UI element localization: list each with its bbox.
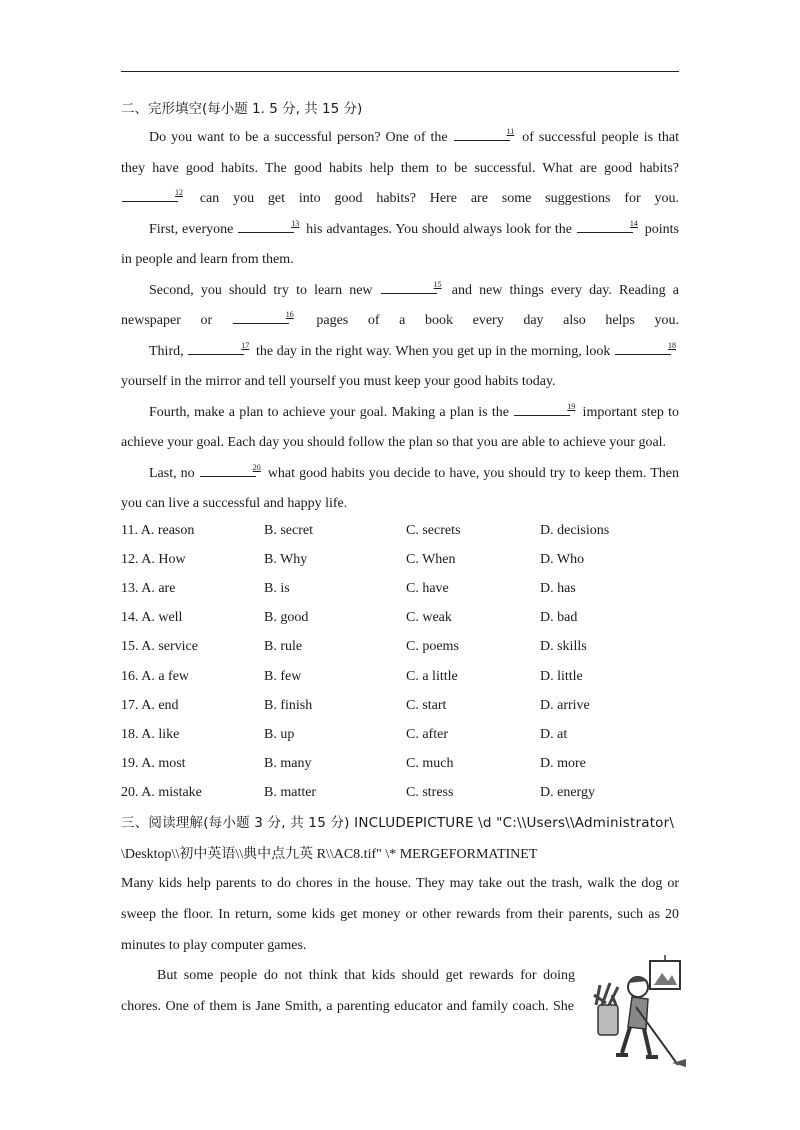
section3-heading-line2: \Desktop\\初中英语\\典中点九英 R\\AC8.tif" \* MERGEFORMATINET	[121, 847, 538, 862]
option-choice: 15. A. service	[121, 639, 198, 655]
option-choice: D. energy	[540, 784, 595, 800]
cloze-text: the day in the right way. When you get up in the morning, look	[252, 343, 614, 359]
option-choice: B. secret	[264, 523, 313, 538]
cloze-text: they have good habits. The good habits help them to be successful. What are good habits?	[121, 160, 679, 176]
option-choice: 18. A. like	[121, 726, 180, 742]
cloze-text: in people and learn from them.	[121, 252, 294, 267]
cloze-text: you can live a successful and happy life.	[121, 496, 348, 511]
option-choice: 16. A. a few	[121, 668, 190, 684]
answer-blank	[615, 342, 671, 355]
answer-blank	[233, 311, 289, 324]
blank-number: 15	[433, 279, 442, 289]
cloze-text: newspaper or	[121, 313, 232, 328]
cloze-text: Do you want to be a successful person? One of the	[149, 130, 453, 145]
option-choice: D. bad	[540, 610, 578, 626]
option-choice: B. few	[264, 668, 302, 684]
option-choice: C. after	[406, 726, 448, 742]
cloze-line	[149, 275, 679, 306]
answer-blank	[454, 128, 510, 141]
top-rule	[121, 71, 679, 72]
option-choice: C. When	[406, 552, 456, 568]
option-choice: 20. A. mistake	[121, 784, 202, 800]
option-choice: B. up	[264, 726, 295, 742]
blank-number: 19	[567, 401, 576, 411]
cloze-text: Last, no	[149, 465, 199, 481]
option-choice: C. weak	[406, 610, 452, 626]
blank-number: 14	[629, 218, 638, 228]
answer-blank	[381, 281, 437, 294]
cloze-text: of successful people is that	[517, 130, 679, 145]
cloze-text: and new things every day. Reading a	[444, 282, 680, 298]
option-choice: D. more	[540, 755, 586, 771]
blank-number: 16	[285, 310, 294, 319]
answer-blank	[238, 220, 294, 233]
option-choice: B. is	[264, 581, 290, 597]
reading-line: chores. One of them is Jane Smith, a parenting educator and family coach. She	[121, 999, 574, 1014]
reading-line: minutes to play computer games.	[121, 938, 307, 953]
section3-heading-line1: 三、阅读理解(每小题 3 分, 共 15 分) INCLUDEPICTURE \d "C:\\Users\\Administrator\	[121, 815, 675, 831]
option-choice: 17. A. end	[121, 697, 179, 713]
sweeping-boy-illustration	[588, 955, 688, 1075]
cloze-text: pages of a book every day also helps you.	[296, 313, 679, 328]
cloze-text: his advantages. You should always look for the	[302, 221, 576, 237]
answer-blank	[514, 403, 570, 416]
section2-heading: 二、完形填空(每小题 1. 5 分, 共 15 分)	[121, 101, 363, 117]
cloze-text: achieve your goal. Each day you should follow the plan so that you are able to achieve your goal.	[121, 435, 667, 450]
option-choice: D. Who	[540, 552, 585, 568]
blank-number: 12	[175, 188, 183, 197]
cloze-line	[121, 153, 679, 184]
cloze-text: First, everyone	[149, 221, 238, 237]
cloze-line	[121, 427, 679, 458]
option-choice: C. secrets	[406, 523, 461, 538]
option-choice: C. start	[406, 697, 447, 713]
answer-blank	[122, 189, 178, 202]
blank-number: 17	[241, 340, 250, 350]
answer-blank	[188, 342, 244, 355]
blank-number: 18	[668, 340, 676, 350]
reading-line: But some people do not think that kids should get rewards for doing	[157, 968, 575, 983]
cloze-line	[121, 183, 679, 214]
option-choice: 13. A. are	[121, 581, 176, 597]
option-choice: C. have	[406, 581, 449, 597]
blank-number: 11	[506, 127, 515, 136]
option-choice: D. little	[540, 668, 583, 684]
option-choice: D. decisions	[540, 523, 610, 538]
answer-blank	[577, 220, 633, 233]
option-choice: D. at	[540, 726, 568, 742]
cloze-text: Third,	[149, 343, 188, 359]
cloze-text: what good habits you decide to have, you should try to keep them. Then	[263, 465, 679, 481]
reading-line: sweep the floor. In return, some kids get money or other rewards from their parents, such as 20	[121, 907, 679, 922]
cloze-line	[121, 366, 679, 397]
cloze-line	[121, 488, 679, 519]
option-choice: B. rule	[264, 639, 303, 655]
option-choice: 19. A. most	[121, 755, 186, 771]
reading-line: Many kids help parents to do chores in the house. They may take out the trash, walk the dog or	[121, 876, 679, 891]
cloze-text: important step to	[578, 404, 679, 420]
cloze-line	[149, 397, 679, 428]
option-choice: 11. A. reason	[121, 523, 195, 538]
cloze-line	[121, 244, 679, 275]
option-choice: D. has	[540, 581, 576, 597]
option-choice: C. poems	[406, 639, 459, 655]
option-choice: B. good	[264, 610, 309, 626]
option-choice: C. a little	[406, 668, 458, 684]
cloze-text: yourself in the mirror and tell yourself you must keep your good habits today.	[121, 374, 556, 389]
cloze-line	[149, 122, 679, 153]
option-choice: B. many	[264, 755, 312, 771]
cloze-text: Second, you should try to learn new	[149, 282, 380, 298]
option-choice: D. arrive	[540, 697, 590, 713]
option-choice: C. much	[406, 755, 454, 771]
cloze-line	[121, 305, 679, 336]
cloze-line	[149, 458, 679, 489]
cloze-line	[149, 336, 679, 367]
blank-number: 13	[291, 218, 300, 228]
option-choice: B. matter	[264, 784, 317, 800]
option-choice: 14. A. well	[121, 610, 183, 626]
answer-blank	[200, 464, 256, 477]
blank-number: 20	[252, 462, 261, 472]
option-choice: 12. A. How	[121, 552, 186, 568]
option-choice: C. stress	[406, 784, 454, 800]
cloze-text: points	[640, 221, 679, 237]
option-choice: B. finish	[264, 697, 313, 713]
option-choice: D. skills	[540, 639, 587, 655]
option-choice: B. Why	[264, 552, 308, 568]
cloze-text: can you get into good habits? Here are some suggestions for you.	[186, 191, 679, 206]
cloze-line	[149, 214, 679, 245]
cloze-text: Fourth, make a plan to achieve your goal. Making a plan is the	[149, 404, 514, 420]
